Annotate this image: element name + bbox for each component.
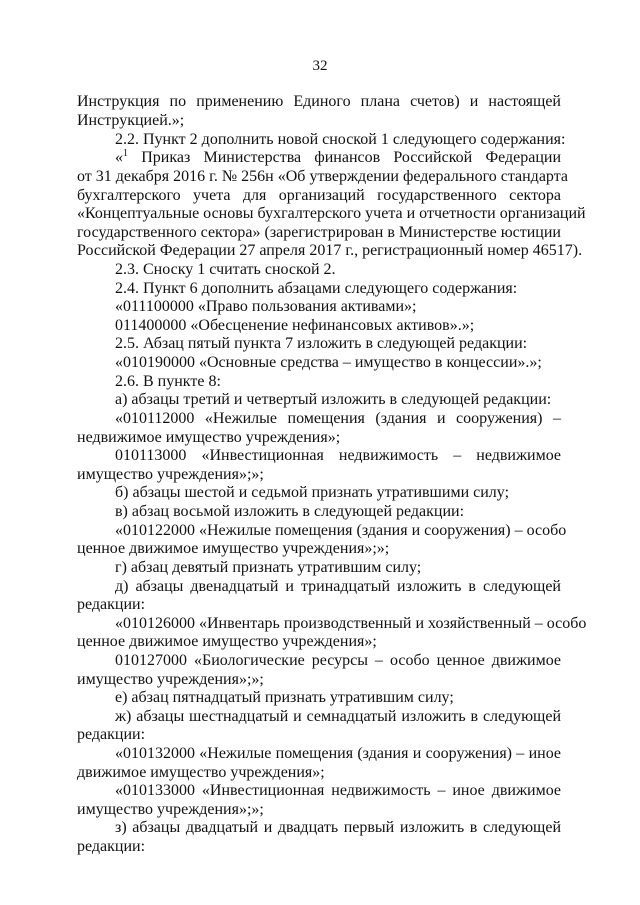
text-line: «011100000 «Право пользования активами»; <box>115 298 417 315</box>
text-line: имущество учреждения»;»; <box>77 671 264 688</box>
text-line: государственного сектора» (зарегистрирован в Министерстве юстиции <box>77 224 561 241</box>
text-line: «010112000 «Нежилые помещения (здания и сооружения) – <box>115 410 561 427</box>
text-line: в) абзац восьмой изложить в следующей редакции: <box>115 503 465 520</box>
text-line: з) абзацы двадцатый и двадцать первый изложить в следующей <box>115 819 561 836</box>
text-line: «010126000 «Инвентарь производственный и хозяйственный – особо <box>115 615 587 632</box>
text-line: бухгалтерского учета для организаций государственного сектора <box>77 187 561 204</box>
footnote-text: Приказ Министерства финансов Российской Федерации <box>141 149 562 166</box>
footnote-line <box>115 148 561 168</box>
text-line: редакции: <box>77 726 146 743</box>
text-line: 010113000 «Инвестиционная недвижимость – недвижимое <box>115 447 561 464</box>
text-line: от 31 декабря 2016 г. № 256н «Об утверждении федерального стандарта <box>77 168 568 185</box>
text-line: Инструкцией.»; <box>77 112 185 129</box>
footnote-mark: 1 <box>123 148 128 159</box>
text-line: е) абзац пятнадцатый признать утратившим силу; <box>115 689 454 706</box>
text-line: 2.4. Пункт 6 дополнить абзацами следующего содержания: <box>115 280 518 297</box>
footnote-open-quote: « <box>115 149 123 166</box>
text-line: 2.6. В пункте 8: <box>115 373 221 390</box>
text-line: ценное движимое имущество учреждения»;»; <box>77 540 390 557</box>
text-line: «010132000 «Нежилые помещения (здания и сооружения) – иное <box>115 745 561 762</box>
text-line: 010127000 «Биологические ресурсы – особо ценное движимое <box>115 652 561 669</box>
text-line: редакции: <box>77 596 146 613</box>
text-line: редакции: <box>77 838 146 855</box>
text-line: «010133000 «Инвестиционная недвижимость – иное движимое <box>115 782 561 799</box>
text-line: ж) абзацы шестнадцатый и семнадцатый изложить в следующей <box>115 708 561 725</box>
text-line: ценное движимое имущество учреждения»; <box>77 633 377 650</box>
page-number: 32 <box>312 58 328 74</box>
text-line: д) абзацы двенадцатый и тринадцатый изложить в следующей <box>115 578 561 595</box>
text-line: «Концептуальные основы бухгалтерского учета и отчетности организаций <box>77 205 586 222</box>
text-line: 2.5. Абзац пятый пункта 7 изложить в следующей редакции: <box>115 335 528 352</box>
text-line: Российской Федерации 27 апреля 2017 г., регистрационный номер 46517). <box>77 242 583 259</box>
text-line: недвижимое имущество учреждения»; <box>77 429 341 446</box>
text-line: «010190000 «Основные средства – имущество в концессии».»; <box>115 354 542 371</box>
text-line: 2.3. Сноску 1 считать сноской 2. <box>115 261 336 278</box>
text-line: б) абзацы шестой и седьмой признать утратившими силу; <box>115 484 510 501</box>
text-line: а) абзацы третий и четвертый изложить в следующей редакции: <box>115 391 552 408</box>
text-line: г) абзац девятый признать утратившим силу; <box>115 559 422 576</box>
text-line: Инструкция по применению Единого плана счетов) и настоящей <box>77 93 561 110</box>
text-line: «010122000 «Нежилые помещения (здания и сооружения) – особо <box>115 522 567 539</box>
text-line: 011400000 «Обесценение нефинансовых активов».»; <box>115 317 475 334</box>
text-line: движимое имущество учреждения»; <box>77 764 325 781</box>
text-line: 2.2. Пункт 2 дополнить новой сноской 1 следующего содержания: <box>115 131 566 148</box>
text-line: имущество учреждения»;»; <box>77 801 264 818</box>
text-line: имущество учреждения»;»; <box>77 466 264 483</box>
